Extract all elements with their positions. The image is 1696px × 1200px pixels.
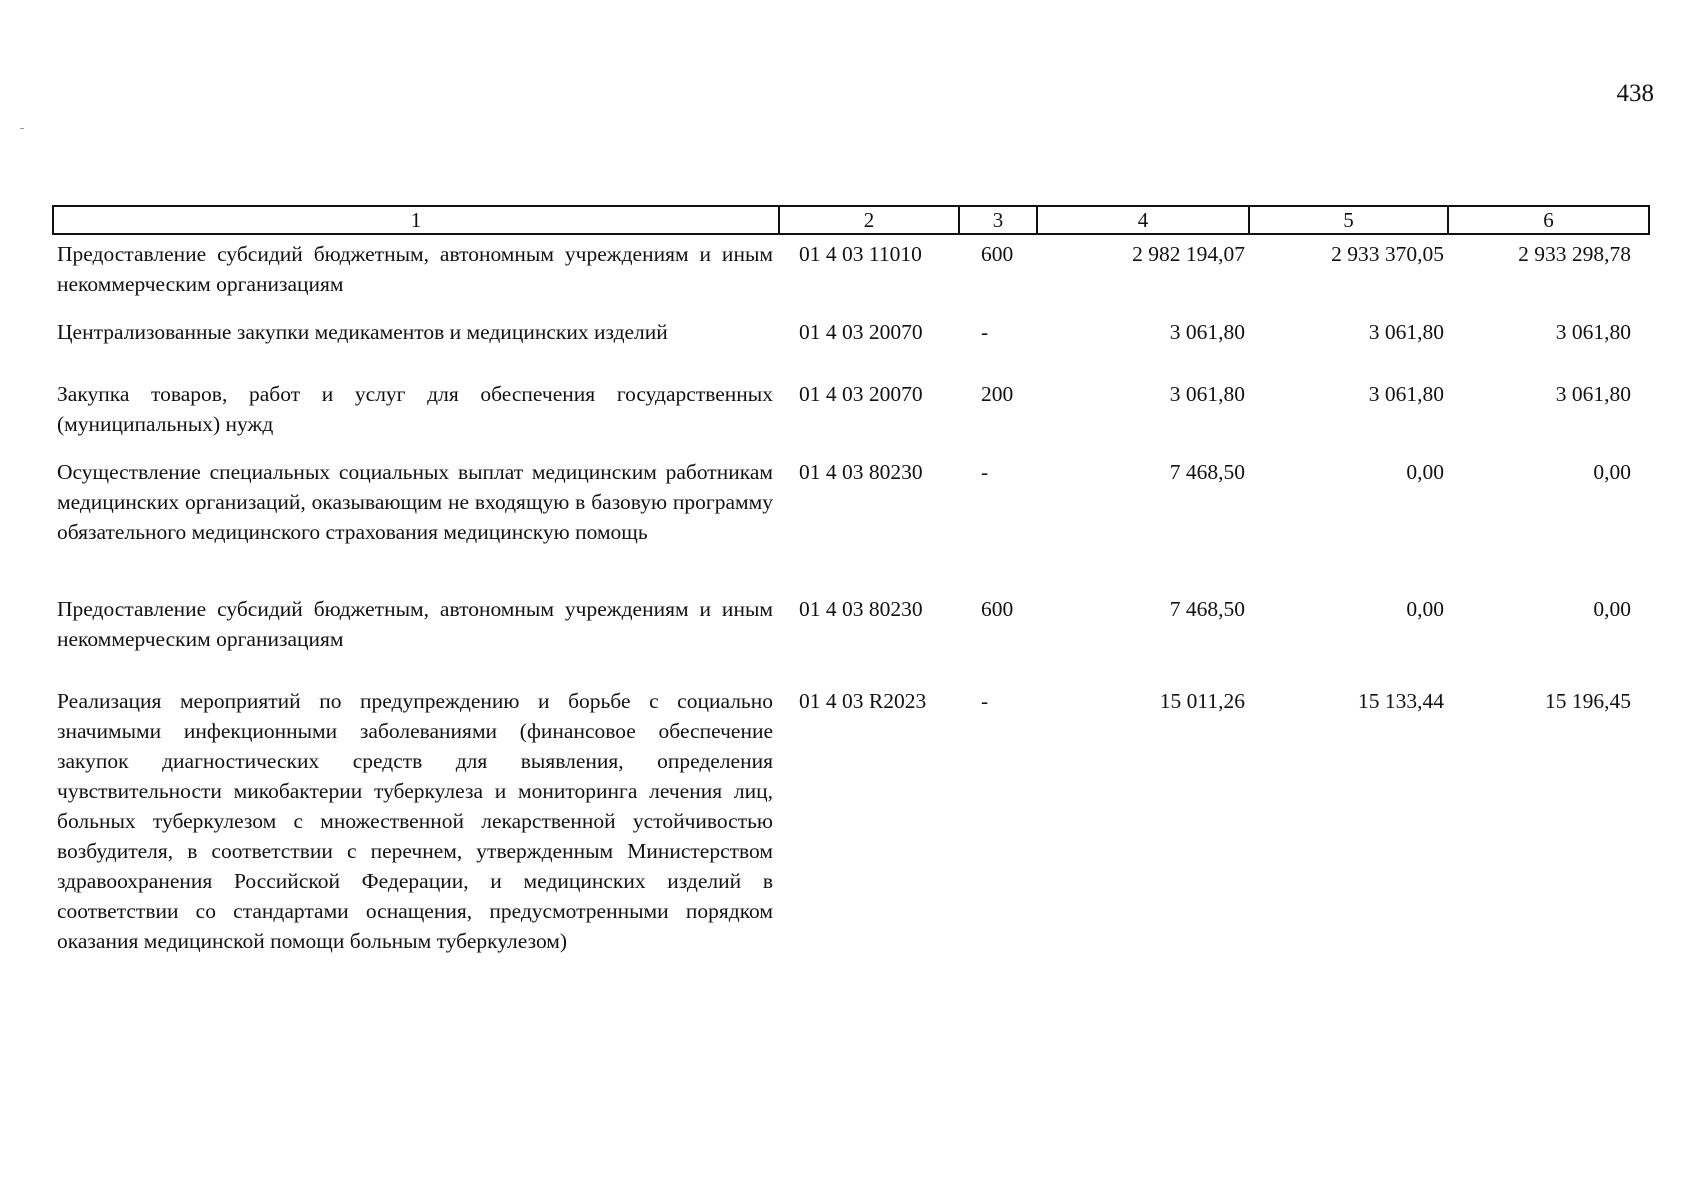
table-header xyxy=(53,206,1649,234)
row-code: 01 4 03 80230 xyxy=(799,597,923,621)
row-value-col4: 3 061,80 xyxy=(1169,382,1245,406)
row-kind: 200 xyxy=(981,382,1014,406)
row-code: 01 4 03 20070 xyxy=(799,382,923,406)
row-value-col5: 3 061,80 xyxy=(1368,320,1444,344)
table-body xyxy=(53,234,1649,1016)
row-code: 01 4 03 20070 xyxy=(799,320,923,344)
table-row xyxy=(53,317,1649,379)
table-row xyxy=(53,686,1649,1016)
row-value-col5: 0,00 xyxy=(1406,460,1444,484)
page-number: 438 xyxy=(1616,80,1654,107)
row-kind: - xyxy=(981,460,989,484)
row-value-col5: 3 061,80 xyxy=(1368,382,1444,406)
row-value-col6: 3 061,80 xyxy=(1555,320,1631,344)
row-code: 01 4 03 80230 xyxy=(799,460,923,484)
row-kind: 600 xyxy=(981,597,1014,621)
scan-speck xyxy=(20,128,24,129)
row-kind: - xyxy=(981,689,989,713)
header-row xyxy=(53,206,1649,234)
row-value-col6: 15 196,45 xyxy=(1545,689,1631,713)
budget-table xyxy=(52,205,1650,1016)
row-value-col4: 7 468,50 xyxy=(1169,460,1245,484)
row-value-col5: 15 133,44 xyxy=(1358,689,1444,713)
row-value-col4: 15 011,26 xyxy=(1159,689,1245,713)
table-row xyxy=(53,234,1649,317)
row-name: Централизованные закупки медикаментов и медицинских изделий xyxy=(57,320,668,344)
table-row xyxy=(53,594,1649,686)
row-code: 01 4 03 R2023 xyxy=(799,689,927,713)
row-value-col5: 0,00 xyxy=(1406,597,1444,621)
row-code: 01 4 03 11010 xyxy=(799,242,922,266)
row-value-col4: 7 468,50 xyxy=(1169,597,1245,621)
row-value-col6: 0,00 xyxy=(1593,460,1631,484)
row-value-col4: 3 061,80 xyxy=(1169,320,1245,344)
row-name: Закупка товаров, работ и услуг для обеспечения государственных (муниципальных) нужд xyxy=(57,382,773,436)
row-name: Предоставление субсидий бюджетным, автономным учреждениям и иным некоммерческим организациям xyxy=(57,242,773,296)
row-value-col5: 2 933 370,05 xyxy=(1331,242,1444,266)
row-value-col6: 2 933 298,78 xyxy=(1518,242,1631,266)
table-row xyxy=(53,379,1649,457)
row-kind: - xyxy=(981,320,989,344)
header-col-3: 3 xyxy=(959,206,1037,234)
header-col-5: 5 xyxy=(1249,206,1448,234)
row-name: Реализация мероприятий по предупреждению и борьбе с социально значимыми инфекционными заболеваниями (финансовое обеспечение закупок диагностических средств для выявления, определения чувствительности микобактерии туберкулеза и мониторинга лечения лиц, больных туберкулезом с множественной лекарственной устойчивостью возбудителя, в соответствии с перечнем, утвержденным Министерством здравоохранения Российской Федерации, и медицинских изделий в соответствии со стандартами оснащения, предусмотренными порядком оказания медицинской помощи больным туберкулезом) xyxy=(57,689,773,953)
row-value-col6: 0,00 xyxy=(1593,597,1631,621)
table-row xyxy=(53,457,1649,594)
row-name: Предоставление субсидий бюджетным, автономным учреждениям и иным некоммерческим организациям xyxy=(57,597,773,651)
header-col-6: 6 xyxy=(1448,206,1649,234)
row-kind: 600 xyxy=(981,242,1014,266)
header-col-2: 2 xyxy=(779,206,959,234)
row-name: Осуществление специальных социальных выплат медицинским работникам медицинских организаций, оказывающим не входящую в базовую программу обязательного медицинского страхования медицинскую помощь xyxy=(57,460,773,544)
row-value-col4: 2 982 194,07 xyxy=(1132,242,1245,266)
header-col-1: 1 xyxy=(53,206,779,234)
header-col-4: 4 xyxy=(1037,206,1249,234)
row-value-col6: 3 061,80 xyxy=(1555,382,1631,406)
